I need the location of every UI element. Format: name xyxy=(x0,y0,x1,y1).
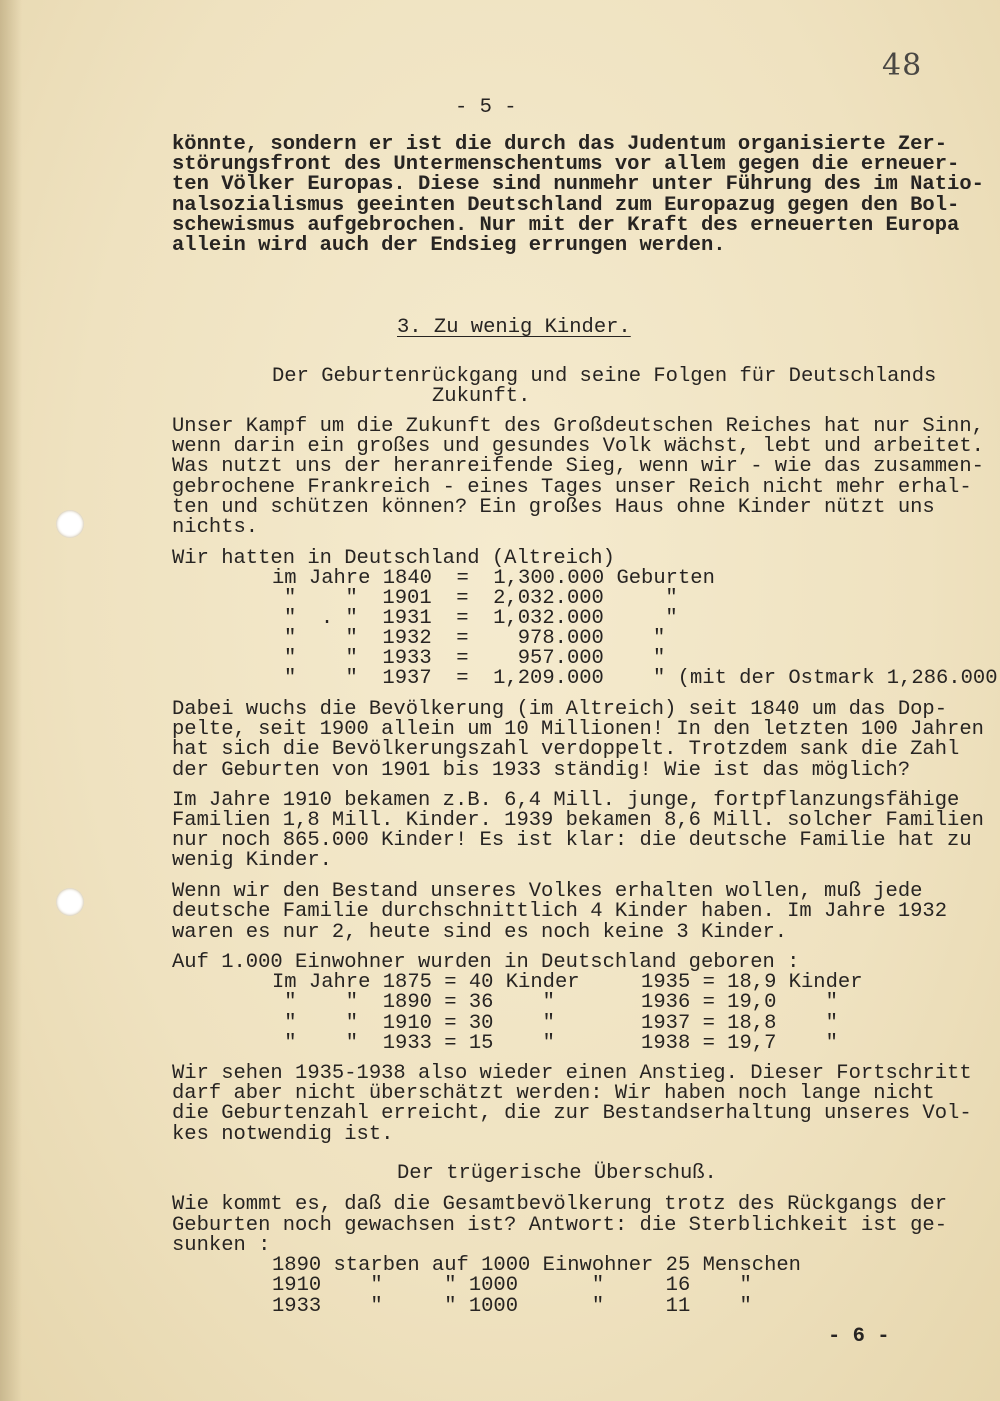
para5-line-3: die Geburtenzahl erreicht, die zur Bestandserhaltung unseres Vol- xyxy=(172,1102,972,1125)
births-row: " " 1932 = 978.000 " xyxy=(284,627,666,650)
para1-line-3: Was nutzt uns der heranreifende Sieg, wenn wir - wie das zusammen- xyxy=(172,455,984,478)
surplus-heading: Der trügerische Überschuß. xyxy=(397,1162,717,1185)
death-row: 1890 starben auf 1000 Einwohner 25 Menschen xyxy=(272,1254,801,1277)
para6-line-3: sunken : xyxy=(172,1234,271,1257)
death-row: 1933 " " 1000 " 11 " xyxy=(272,1295,752,1318)
para1-line-6: nichts. xyxy=(172,516,259,539)
subheading-line-1: Der Geburtenrückgang und seine Folgen für Deutschlands xyxy=(272,365,937,388)
births-intro: Wir hatten in Deutschland (Altreich) xyxy=(172,547,615,570)
page-number-top: - 5 - xyxy=(455,96,517,119)
para4-line-3: waren es nur 2, heute sind es noch keine 3 Kinder. xyxy=(172,921,788,944)
para2-line-1: Dabei wuchs die Bevölkerung (im Altreich) seit 1840 um das Dop- xyxy=(172,698,948,721)
births-row: " " 1937 = 1,209.000 " (mit der Ostmark 1,286.000 xyxy=(284,667,998,690)
para6-line-1: Wie kommt es, daß die Gesamtbevölkerung trotz des Rückgangs der xyxy=(172,1193,948,1216)
births-row: " " 1933 = 957.000 " xyxy=(284,647,666,670)
rate-row: " " 1933 = 15 " 1938 = 19,7 " xyxy=(272,1032,838,1055)
births-row: im Jahre 1840 = 1,300.000 Geburten xyxy=(272,567,715,590)
archive-page-number: 48 xyxy=(882,48,923,83)
para5-line-4: kes notwendig ist. xyxy=(172,1123,394,1146)
para6-line-2: Geburten noch gewachsen ist? Antwort: die Sterblichkeit ist ge- xyxy=(172,1214,948,1237)
punch-hole-bottom xyxy=(56,888,84,916)
intro-line-3: ten Völker Europas. Diese sind nunmehr unter Führung des im Natio- xyxy=(172,173,984,196)
punch-hole-top xyxy=(56,510,84,538)
subheading-line-2: Zukunft. xyxy=(432,385,531,408)
death-row: 1910 " " 1000 " 16 " xyxy=(272,1274,752,1297)
para1-line-2: wenn darin ein großes und gesundes Volk wächst, lebt und arbeitet. xyxy=(172,435,984,458)
rate-row: " " 1910 = 30 " 1937 = 18,8 " xyxy=(272,1012,838,1035)
births-row: " " 1901 = 2,032.000 " xyxy=(284,587,678,610)
page-number-bottom: - 6 - xyxy=(828,1325,890,1348)
para3-line-4: wenig Kinder. xyxy=(172,849,332,872)
para2-line-3: hat sich die Bevölkerungszahl verdoppelt. Trotzdem sank die Zahl xyxy=(172,738,960,761)
para3-line-1: Im Jahre 1910 bekamen z.B. 6,4 Mill. junge, fortpflanzungsfähige xyxy=(172,789,960,812)
intro-line-6: allein wird auch der Endsieg errungen werden. xyxy=(172,234,726,257)
para1-line-5: ten und schützen können? Ein großes Haus ohne Kinder nützt uns xyxy=(172,496,935,519)
rate-row: Im Jahre 1875 = 40 Kinder 1935 = 18,9 Kinder xyxy=(272,971,863,994)
para4-line-2: deutsche Familie durchschnittlich 4 Kinder haben. Im Jahre 1932 xyxy=(172,900,948,923)
para1-line-4: gebrochene Frankreich - eines Tages unser Reich nicht mehr erhal- xyxy=(172,476,972,499)
para1-line-1: Unser Kampf um die Zukunft des Großdeutschen Reiches hat nur Sinn, xyxy=(172,415,984,438)
births-row: " . " 1931 = 1,032.000 " xyxy=(284,607,678,630)
para3-line-3: nur noch 865.000 Kinder! Es ist klar: die deutsche Familie hat zu xyxy=(172,829,972,852)
page-edge-shadow xyxy=(0,0,22,1401)
intro-line-2: störungsfront des Untermenschentums vor allem gegen die erneuer- xyxy=(172,153,960,176)
intro-line-4: nalsozialismus geeinten Deutschland zum Europazug gegen den Bol- xyxy=(172,194,960,217)
para2-line-4: der Geburten von 1901 bis 1933 ständig! Wie ist das möglich? xyxy=(172,759,911,782)
rate-row: " " 1890 = 36 " 1936 = 19,0 " xyxy=(272,991,838,1014)
para2-line-2: pelte, seit 1900 allein um 10 Millionen! In den letzten 100 Jahren xyxy=(172,718,984,741)
para5-line-1: Wir sehen 1935-1938 also wieder einen Anstieg. Dieser Fortschritt xyxy=(172,1062,972,1085)
intro-line-1: könnte, sondern er ist die durch das Judentum organisierte Zer- xyxy=(172,133,948,156)
para3-line-2: Familien 1,8 Mill. Kinder. 1939 bekamen 8,6 Mill. solcher Familien xyxy=(172,809,984,832)
para5-line-2: darf aber nicht überschätzt werden: Wir haben noch lange nicht xyxy=(172,1082,935,1105)
section-heading: 3. Zu wenig Kinder. xyxy=(397,316,631,339)
intro-line-5: schewismus aufgebrochen. Nur mit der Kraft des erneuerten Europa xyxy=(172,214,960,237)
para4-line-1: Wenn wir den Bestand unseres Volkes erhalten wollen, muß jede xyxy=(172,880,923,903)
rate-intro: Auf 1.000 Einwohner wurden in Deutschland geboren : xyxy=(172,951,800,974)
